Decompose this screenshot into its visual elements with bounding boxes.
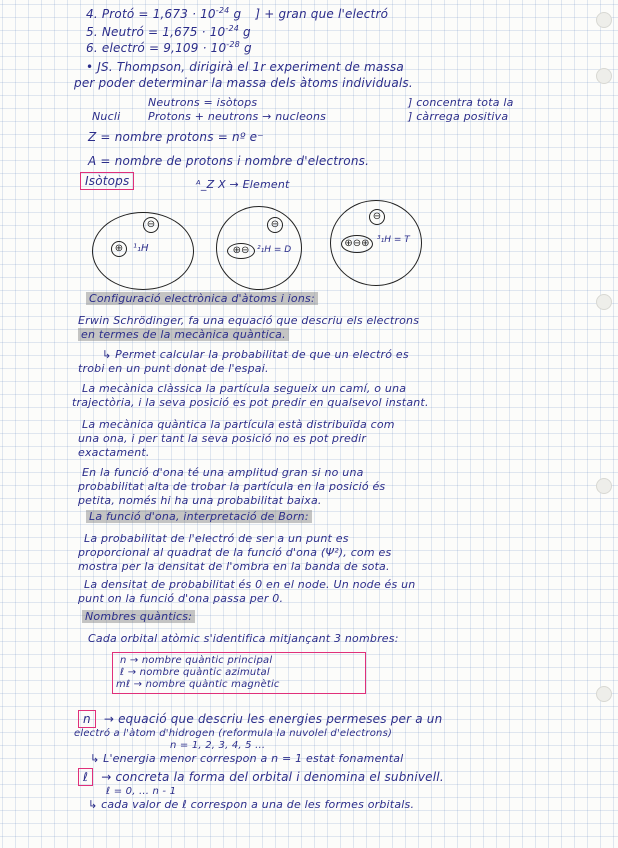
wavefn-3: petita, només hi ha una probabilitat baixa. — [78, 494, 322, 507]
binder-hole — [596, 68, 612, 84]
isotope-formula: ᴬ_Z X → Element — [196, 178, 290, 191]
atom-1-label: ¹₁H — [133, 243, 149, 254]
n-values: n = 1, 2, 3, 4, 5 ... — [170, 740, 266, 751]
classical-2: trajectòria, i la seva posició es pot predir en qualsevol instant. — [72, 396, 429, 409]
thompson-line-1: • JS. Thompson, dirigirà el 1r experiment de massa — [86, 60, 404, 74]
heading-born: La funció d'ona, interpretació de Born: — [86, 510, 312, 523]
wavefn-1: En la funció d'ona té una amplitud gran si no una — [82, 466, 364, 479]
node-2: punt on la funció d'ona passa per 0. — [78, 592, 284, 605]
n-section-1: n → equació que descriu les energies permeses per a un — [78, 712, 442, 726]
l-section-2: ↳ cada valor de ℓ correspon a una de les formes orbitals. — [88, 798, 415, 811]
binder-hole — [596, 478, 612, 494]
z-definition: Z = nombre protons = nº e⁻ — [88, 130, 264, 144]
electron-icon: ⊖ — [369, 209, 385, 225]
qn-magnetic: mℓ → nombre quàntic magnètic — [116, 679, 280, 690]
born-3: mostra per la densitat de l'ombra en la banda de sota. — [78, 560, 390, 573]
node-1: La densitat de probabilitat és 0 en el node. Un node és un — [84, 578, 416, 591]
electron-icon: ⊖ — [143, 217, 159, 233]
qn-principal: n → nombre quàntic principal — [120, 655, 273, 666]
born-1: La probabilitat de l'electró de ser a un punt es — [84, 532, 349, 545]
n-section-2: electró a l'àtom d'hidrogen (reformula la nuvolel d'electrons) — [74, 728, 393, 739]
isotops-label: Isòtops — [80, 174, 134, 188]
binder-hole — [596, 12, 612, 28]
wavefn-2: probabilitat alta de trobar la partícula en la posició és — [78, 480, 386, 493]
schrodinger-3: ↳ Permet calcular la probabilitat de que un electró es — [102, 348, 409, 361]
thompson-line-2: per poder determinar la massa dels àtoms individuals. — [74, 76, 413, 90]
a-definition: A = nombre de protons i nombre d'electrons. — [88, 154, 370, 168]
nucleus-note-1: ] concentra tota la — [408, 96, 514, 109]
atom-2-label: ²₁H = D — [257, 245, 292, 255]
mass-electron: 6. electró = $9,109 \cdot 10^{-28}$ g — [86, 40, 252, 55]
schrodinger-2: en termes de la mecànica quàntica. — [78, 328, 289, 341]
nucleus-icon: ⊕⊖ — [227, 243, 255, 259]
nucleus-neutrons: Neutrons = isòtops — [148, 96, 258, 109]
nucleus-icon: ⊕⊖⊕ — [341, 235, 373, 253]
l-section-1: ℓ → concreta la forma del orbital i denomina el subnivell. — [78, 770, 444, 784]
binder-hole — [596, 294, 612, 310]
binder-hole — [596, 686, 612, 702]
quantum-3: exactament. — [78, 446, 150, 459]
atom-hydrogen-1 — [92, 212, 194, 290]
classical-1: La mecànica clàssica la partícula segueix un camí, o una — [82, 382, 407, 395]
qn-azimuthal: ℓ → nombre quàntic azimutal — [120, 667, 270, 678]
nucleus-label: Nucli — [92, 110, 121, 123]
proton-icon: ⊕ — [111, 241, 127, 257]
atom-3-label: ³₁H = T — [377, 235, 410, 245]
mass-neutron: 5. Neutró = $1,675 \cdot 10^{-24}$ g — [86, 24, 251, 39]
electron-icon: ⊖ — [267, 217, 283, 233]
heading-quantum-numbers: Nombres quàntics: — [82, 610, 195, 623]
nucleus-note-2: ] càrrega positiva — [408, 110, 509, 123]
atom-hydrogen-2 — [216, 206, 302, 290]
born-2: proporcional al quadrat de la funció d'ona (Ψ²), com es — [78, 546, 392, 559]
mass-proton: 4. Protó = $1,673 \cdot 10^{-24}$ g ] + gran que l'electró — [86, 6, 389, 21]
n-section-3: ↳ L'energia menor correspon a n = 1 estat fonamental — [90, 752, 404, 765]
quantum-2: una ona, i per tant la seva posició no es pot predir — [78, 432, 367, 445]
nucleus-protons: Protons + neutrons → nucleons — [148, 110, 327, 123]
schrodinger-1: Erwin Schrödinger, fa una equació que descriu els electrons — [78, 314, 420, 327]
schrodinger-4: trobi en un punt donat de l'espai. — [78, 362, 269, 375]
l-values: ℓ = 0, ... n - 1 — [106, 786, 177, 797]
heading-electron-config: Configuració electrònica d'àtoms i ions: — [86, 292, 318, 305]
quantum-1: La mecànica quàntica la partícula està distribuïda com — [82, 418, 395, 431]
orbital-intro: Cada orbital atòmic s'identifica mitjançant 3 nombres: — [88, 632, 399, 645]
atom-hydrogen-3 — [330, 200, 422, 286]
